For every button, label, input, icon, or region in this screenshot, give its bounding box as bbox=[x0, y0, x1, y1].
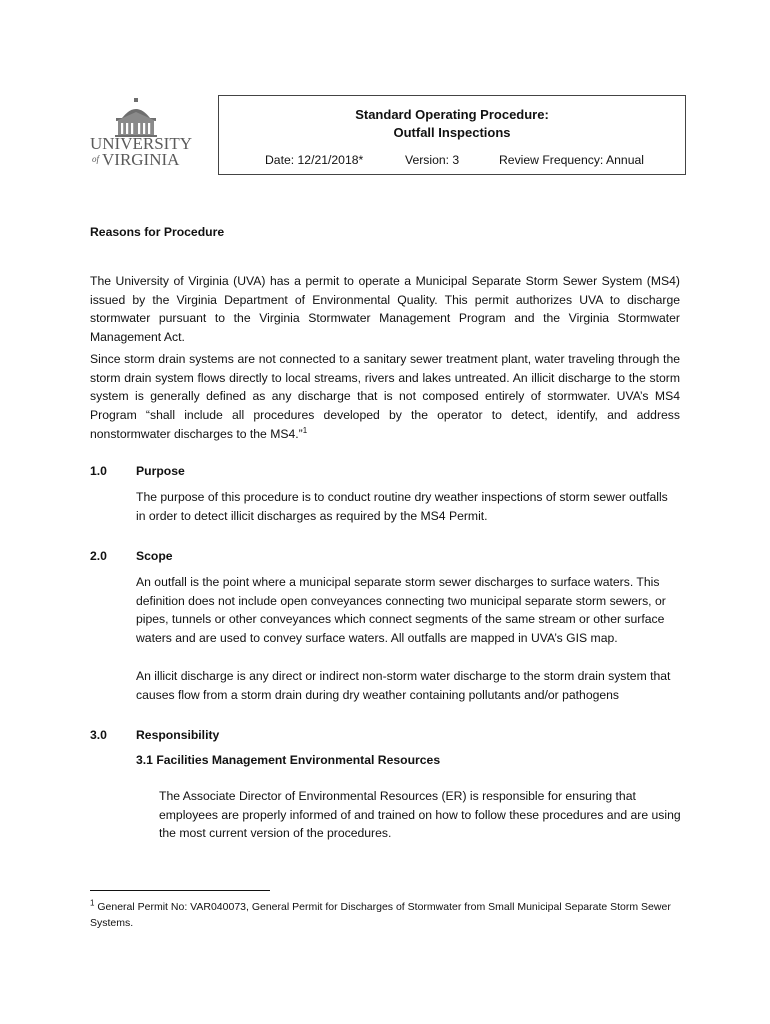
purpose-number: 1.0 bbox=[90, 464, 107, 478]
footnote bbox=[90, 899, 690, 931]
header-title-line2: Outfall Inspections bbox=[393, 125, 511, 140]
responsibility-subsection-text: The Associate Director of Environmental Resources (ER) is responsible for ensuring that employees are properly informed of and trained on how to follow these procedures and are using the most current version of the procedures. bbox=[159, 789, 681, 841]
scope-text-1: An outfall is the point where a municipal separate storm sewer discharges to surface waters. This definition does not include open conveyances connecting two municipal separate storm sewers, or pipes, tunnels or other conveyances which connect segments of the same stream or other surface waters and are used to convey surface waters. All outfalls are mapped in UVA’s GIS map. bbox=[136, 575, 666, 646]
purpose-text: The purpose of this procedure is to conduct routine dry weather inspections of storm sewer outfalls in order to detect illicit discharges as required by the MS4 Permit. bbox=[136, 490, 668, 523]
responsibility-title: Responsibility bbox=[136, 728, 220, 742]
reasons-paragraph-2-text: Since storm drain systems are not connected to a sanitary sewer treatment plant, water traveling through the storm drain system flows directly to local streams, rivers and lakes untreated. An illicit discharge to the storm system is generally defined as any discharge that is not composed entirely of stormwater. UVA’s MS4 Program “shall include all procedures developed by the operator to detect, identify, and address nonstormwater discharges to the MS4.” bbox=[90, 352, 680, 441]
scope-text-2: An illicit discharge is any direct or indirect non-storm water discharge to the storm drain system that causes flow from a storm drain during dry weather containing pollutants and/or pathogens bbox=[136, 669, 671, 702]
footnote-ref[interactable]: 1 bbox=[302, 425, 308, 435]
purpose-title: Purpose bbox=[136, 464, 185, 478]
responsibility-number: 3.0 bbox=[90, 728, 107, 742]
university-logo bbox=[86, 96, 198, 168]
scope-title: Scope bbox=[136, 549, 173, 563]
reasons-heading: Reasons for Procedure bbox=[90, 225, 225, 239]
footnote-text: General Permit No: VAR040073, General Permit for Discharges of Stormwater from Small Municipal Separate Storm Sewer Systems. bbox=[90, 901, 671, 929]
logo-line2-small: of bbox=[92, 154, 100, 164]
header-date: Date: 12/21/2018* bbox=[265, 153, 364, 167]
footnote-marker: 1 bbox=[90, 898, 95, 908]
logo-line1: UNIVERSITY bbox=[90, 134, 192, 153]
header-title-line1: Standard Operating Procedure: bbox=[355, 107, 549, 122]
rotunda-icon bbox=[86, 96, 198, 168]
scope-number: 2.0 bbox=[90, 549, 107, 563]
reasons-paragraph-2 bbox=[90, 350, 680, 444]
reasons-paragraph-1: The University of Virginia (UVA) has a permit to operate a Municipal Separate Storm Sewer System (MS4) issued by the Virginia Department of Environmental Quality. This permit authorizes UVA to discharge stormwater pursuant to the Virginia Stormwater Management Program and the Virginia Stormwater Management Act. bbox=[90, 274, 680, 345]
header-review-frequency: Review Frequency: Annual bbox=[499, 153, 644, 167]
footnote-divider bbox=[90, 890, 270, 891]
sop-header-box bbox=[218, 95, 686, 175]
logo-line2: VIRGINIA bbox=[102, 150, 180, 168]
responsibility-subsection-title: 3.1 Facilities Management Environmental Resources bbox=[136, 753, 441, 767]
header-version: Version: 3 bbox=[405, 153, 460, 167]
